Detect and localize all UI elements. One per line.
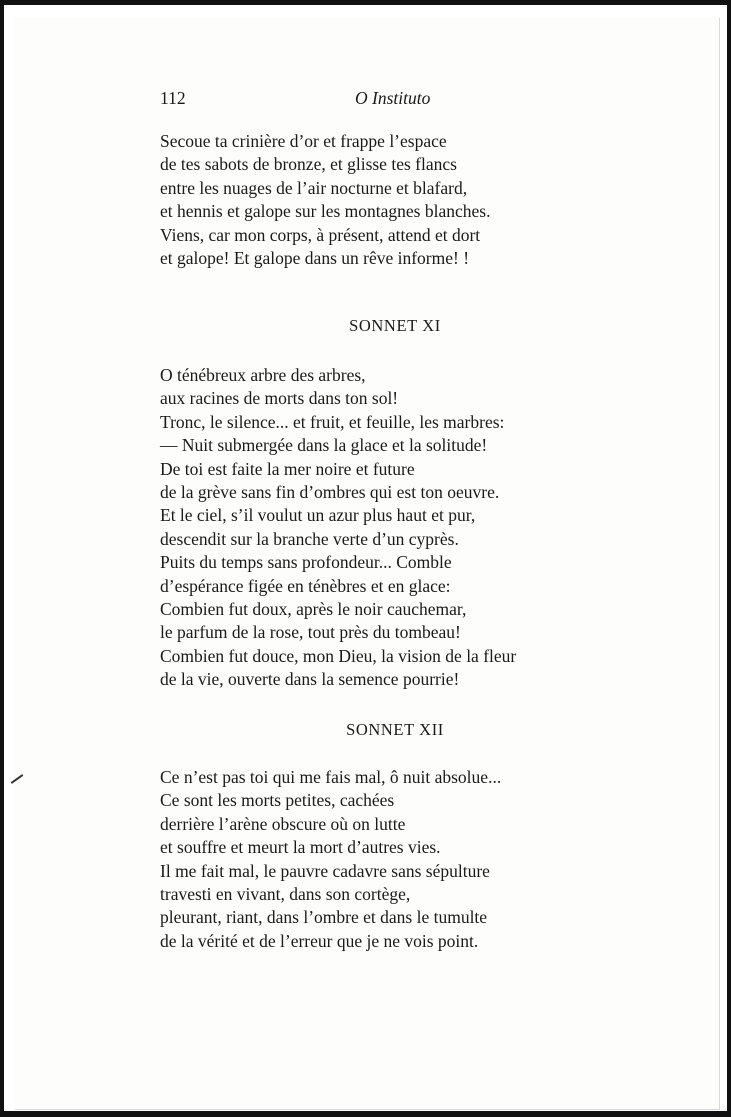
verse-line: O ténébreux arbre des arbres,	[160, 365, 366, 385]
verse-line: et galope! Et galope dans un rêve informe! !	[160, 247, 470, 268]
verse-line: Puits du temps sans profondeur... Comble	[160, 552, 452, 573]
sonnet-xi-title: SONNET XI	[349, 316, 441, 335]
opening-stanza	[160, 130, 590, 270]
verse-line: Combien fut doux, après le noir cauchemar,	[160, 598, 467, 619]
verse-line: Tronc, le silence... et fruit, et feuille, les marbres:	[160, 411, 505, 432]
verse-line: — Nuit submergée dans la glace et la solitude!	[160, 435, 488, 456]
running-title: O Instituto	[355, 88, 431, 108]
verse-line: Ce n’est pas toi qui me fais mal, ô nuit absolue...	[160, 767, 502, 787]
verse-line: pleurant, riant, dans l’ombre et dans le tumulte	[160, 907, 488, 928]
verse-line: entre les nuages de l’air nocturne et blafard,	[160, 177, 468, 198]
sonnet-xii-body	[160, 766, 590, 953]
verse-line: et hennis et galope sur les montagnes blanches.	[160, 201, 491, 222]
verse-line: et souffre et meurt la mort d’autres vies.	[160, 837, 441, 858]
verse-line: d’espérance figée en ténèbres et en glace:	[160, 575, 451, 596]
verse-line: Secoue ta crinière d’or et frappe l’espace	[160, 131, 447, 151]
verse-line: de la vie, ouverte dans la semence pourrie!	[160, 669, 460, 690]
verse-line: De toi est faite la mer noire et future	[160, 458, 415, 479]
verse-line: Viens, car mon corps, à présent, attend et dort	[160, 224, 481, 245]
verse-line: descendit sur la branche verte d’un cyprès.	[160, 528, 459, 549]
verse-line: aux racines de morts dans ton sol!	[160, 388, 399, 409]
verse-line: Il me fait mal, le pauvre cadavre sans sépulture	[160, 860, 490, 881]
verse-line: Et le ciel, s’il voulut un azur plus haut et pur,	[160, 505, 476, 526]
page-number: 112	[160, 88, 186, 108]
verse-line: Ce sont les morts petites, cachées	[160, 790, 395, 811]
verse-line: Combien fut douce, mon Dieu, la vision de la fleur	[160, 645, 517, 666]
verse-line: travesti en vivant, dans son cortège,	[160, 883, 411, 904]
verse-line: derrière l’arène obscure où on lutte	[160, 813, 406, 834]
sonnet-xi-body	[160, 364, 590, 691]
verse-line: de tes sabots de bronze, et glisse tes flancs	[160, 154, 457, 175]
verse-line: le parfum de la rose, tout près du tombeau!	[160, 622, 461, 643]
sonnet-xii-title: SONNET XII	[346, 720, 444, 739]
verse-line: de la vérité et de l’erreur que je ne vois point.	[160, 930, 479, 951]
verse-line: de la grève sans fin d’ombres qui est ton oeuvre.	[160, 481, 500, 502]
